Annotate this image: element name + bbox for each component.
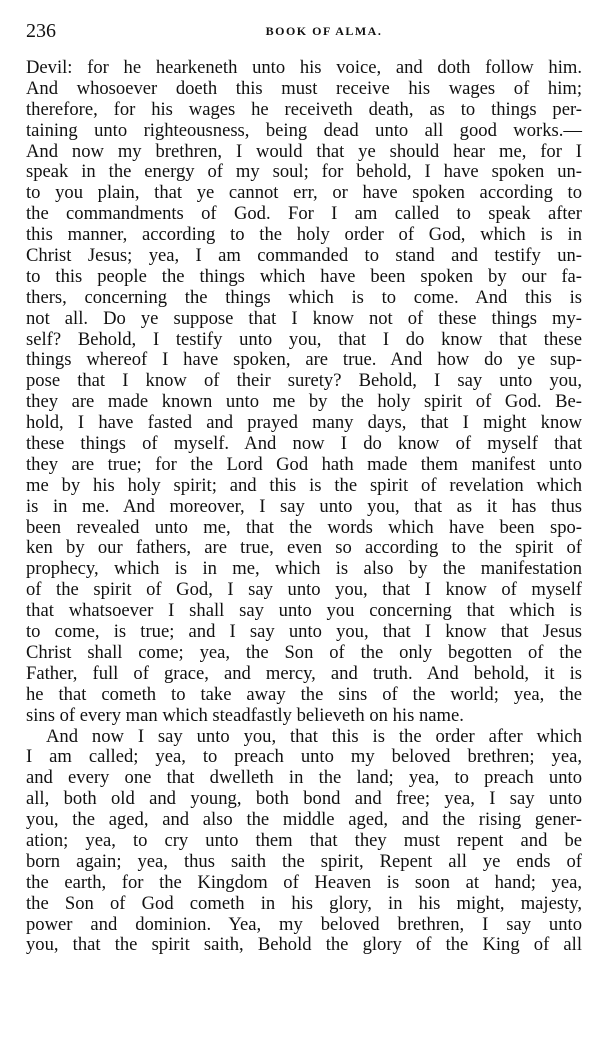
text-line: he that cometh to take away the sins of the world; yea, the: [26, 683, 582, 705]
text-line: the Son of God cometh in his glory, in his might, majesty,: [26, 892, 582, 914]
text-line: thers, concerning the things which is to come. And this is: [26, 286, 582, 308]
text-line: to this people the things which have been spoken by our fa-: [26, 265, 582, 287]
text-line: power and dominion. Yea, my beloved brethren, I say unto: [26, 913, 582, 935]
text-line: me by his holy spirit; and this is the spirit of revelation which: [26, 474, 582, 496]
text-line: ation; yea, to cry unto them that they must repent and be: [26, 829, 582, 851]
text-line: ken by our fathers, are true, even so according to the spirit of: [26, 537, 582, 559]
text-line: they are made known unto me by the holy spirit of God. Be-: [26, 391, 582, 413]
text-line: these things of myself. And now I do know of myself that: [26, 433, 582, 455]
text-line: pose that I know of their surety? Behold, I say unto you,: [26, 370, 582, 392]
text-line: I am called; yea, to preach unto my beloved brethren; yea,: [26, 746, 582, 768]
text-line: self? Behold, I testify unto you, that I do know that these: [26, 328, 582, 350]
text-line: Christ Jesus; yea, I am commanded to stand and testify un-: [26, 245, 582, 267]
text-line: is in me. And moreover, I say unto you, that as it has thus: [26, 495, 582, 517]
text-line: Devil: for he hearkeneth unto his voice, and doth follow him.: [26, 57, 582, 78]
text-line: they are true; for the Lord God hath made them manifest unto: [26, 453, 582, 475]
text-line: born again; yea, thus saith the spirit, Repent all ye ends of: [26, 850, 582, 872]
text-line: this manner, according to the holy order of God, which is in: [26, 224, 582, 246]
running-title: BOOK OF ALMA.: [265, 24, 383, 38]
text-line: the commandments of God. For I am called to speak after: [26, 203, 582, 225]
text-line: prophecy, which is in me, which is also by the manifestation: [26, 558, 582, 580]
text-line: and every one that dwelleth in the land; yea, to preach unto: [26, 767, 582, 789]
page-number: 236: [26, 20, 56, 42]
text-line: you, the aged, and also the middle aged, and the rising gener-: [26, 809, 582, 831]
text-line: taining unto righteousness, being dead unto all good works.—: [26, 119, 582, 141]
text-line: not all. Do ye suppose that I know not of these things my-: [26, 307, 582, 329]
text-line: And now my brethren, I would that ye should hear me, for I: [26, 140, 582, 162]
text-line: therefore, for his wages he receiveth death, as to things per-: [26, 98, 582, 120]
text-line: been revealed unto me, that the words which have been spo-: [26, 516, 582, 538]
text-line: speak in the energy of my soul; for behold, I have spoken un-: [26, 161, 582, 183]
text-line: Father, full of grace, and mercy, and truth. And behold, it is: [26, 662, 582, 684]
text-line: sins of every man which steadfastly believeth on his name.: [26, 704, 464, 726]
text-line: of the spirit of God, I say unto you, that I know of myself: [26, 579, 582, 601]
text-line: to you plain, that ye cannot err, or have spoken according to: [26, 182, 582, 204]
text-line: that whatsoever I shall say unto you concerning that which is: [26, 600, 582, 622]
text-line-paragraph-start: And now I say unto you, that this is the order after which: [46, 725, 582, 747]
text-line: the earth, for the Kingdom of Heaven is soon at hand; yea,: [26, 871, 582, 893]
body-text: [26, 58, 582, 956]
page-header: [26, 18, 582, 44]
text-line: to come, is true; and I say unto you, that I know that Jesus: [26, 621, 582, 643]
text-line: Christ shall come; yea, the Son of the only begotten of the: [26, 641, 582, 663]
text-line: And whosoever doeth this must receive his wages of him;: [26, 77, 582, 99]
text-line: all, both old and young, both bond and free; yea, I say unto: [26, 788, 582, 810]
text-line: things whereof I have spoken, are true. And how do ye sup-: [26, 349, 582, 371]
text-line: you, that the spirit saith, Behold the glory of the King of all: [26, 934, 582, 956]
text-line: hold, I have fasted and prayed many days, that I might know: [26, 412, 582, 434]
